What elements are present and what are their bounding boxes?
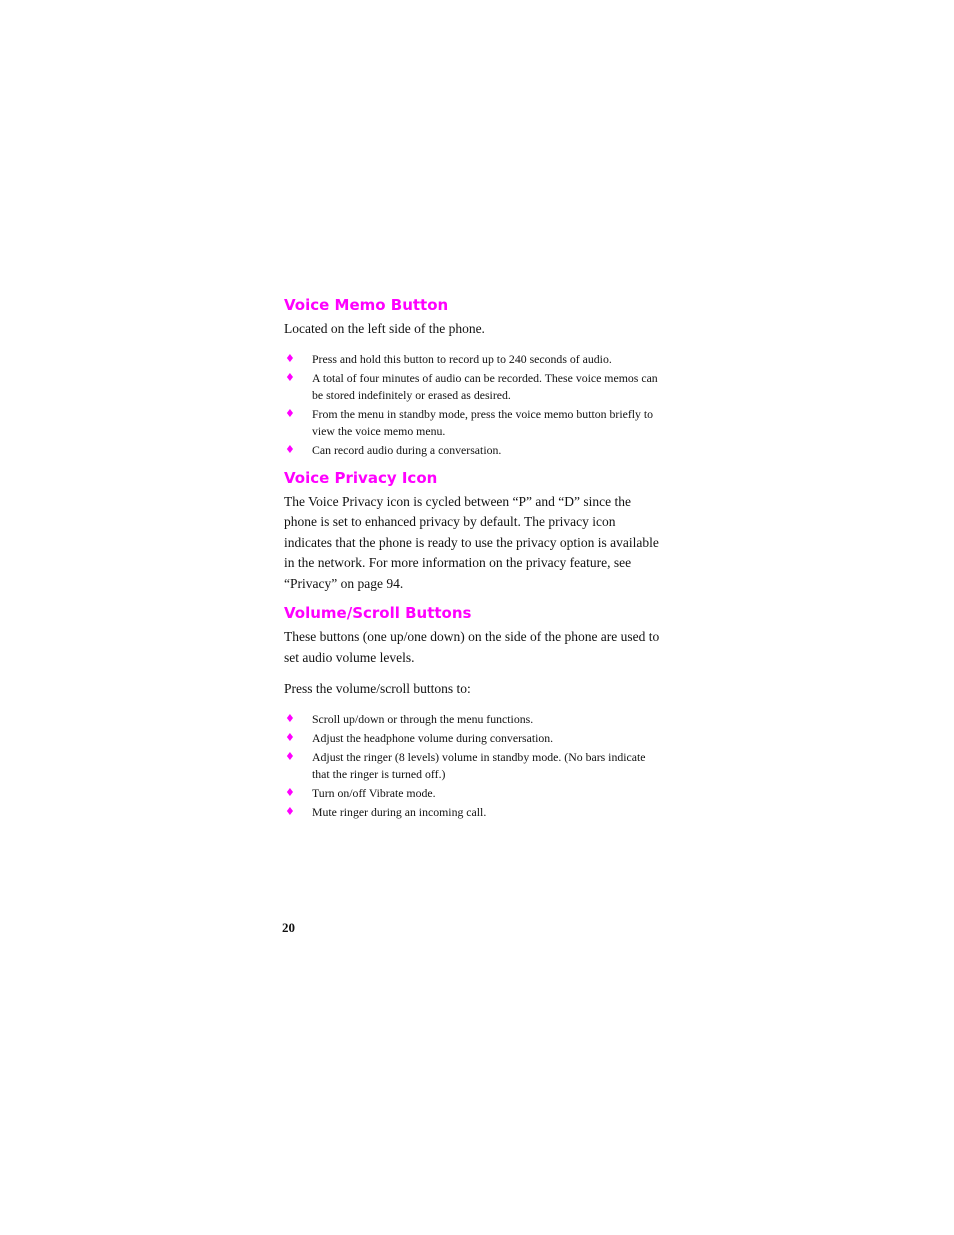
section-voice-privacy-icon [284,469,664,595]
list-item [284,730,664,747]
heading-voice-memo-button: Voice Memo Button [284,296,449,314]
list-item [284,442,664,459]
diamond-bullet-icon: ♦ [285,351,295,365]
diamond-bullet-icon: ♦ [285,406,295,420]
list-item-text: Turn on/off Vibrate mode. [312,785,436,800]
section-volume-scroll-buttons [284,604,664,821]
intro-voice-memo: Located on the left side of the phone. [284,321,485,336]
heading-volume-scroll-buttons: Volume/Scroll Buttons [284,604,472,622]
section-voice-memo-button [284,296,664,459]
paragraph-press-volume: Press the volume/scroll buttons to: [284,681,471,696]
bullet-list-voice-memo [284,351,664,459]
list-item [284,749,664,783]
page-content [284,296,664,831]
diamond-bullet-icon: ♦ [285,749,295,763]
list-item [284,406,664,440]
list-item-text: Press and hold this button to record up to 240 seconds of audio. [312,351,612,366]
diamond-bullet-icon: ♦ [285,804,295,818]
list-item-text: From the menu in standby mode, press the voice memo button briefly to view the voice memo menu. [312,406,654,438]
paragraph-voice-privacy: The Voice Privacy icon is cycled between “P” and “D” since the phone is set to enhanced privacy by default. The privacy icon indicates that the phone is ready to use the privacy option is available in the network. For more information on the privacy feature, see “Privacy” on page 94. [284,493,659,591]
list-item [284,370,664,404]
list-item [284,785,664,802]
list-item [284,804,664,821]
list-item [284,351,664,368]
diamond-bullet-icon: ♦ [285,730,295,744]
list-item [284,711,664,728]
list-item-text: A total of four minutes of audio can be recorded. These voice memos can be stored indefinitely or erased as desired. [312,370,658,402]
diamond-bullet-icon: ♦ [285,785,295,799]
diamond-bullet-icon: ♦ [285,711,295,725]
paragraph-volume-buttons: These buttons (one up/one down) on the side of the phone are used to set audio volume levels. [284,629,660,665]
bullet-list-volume [284,711,664,821]
list-item-text: Mute ringer during an incoming call. [312,804,487,819]
list-item-text: Adjust the headphone volume during conversation. [312,730,554,745]
list-item-text: Adjust the ringer (8 levels) volume in standby mode. (No bars indicate that the ringer is turned off.) [312,749,646,781]
diamond-bullet-icon: ♦ [285,442,295,456]
diamond-bullet-icon: ♦ [285,370,295,384]
page-number: 20 [282,920,295,935]
list-item-text: Scroll up/down or through the menu functions. [312,711,534,726]
list-item-text: Can record audio during a conversation. [312,442,502,457]
heading-voice-privacy-icon: Voice Privacy Icon [284,468,438,487]
